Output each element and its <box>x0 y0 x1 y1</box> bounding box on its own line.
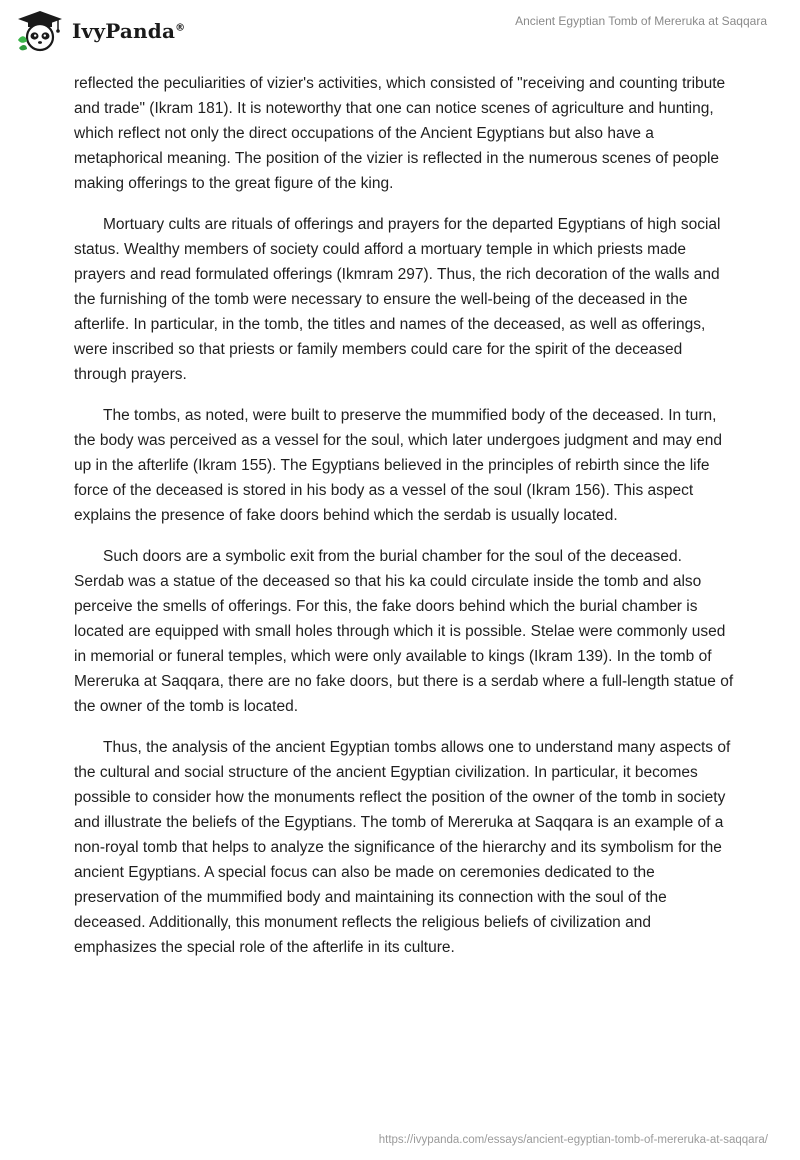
panda-graduate-icon <box>14 10 66 52</box>
brand-name: IvyPanda® <box>72 19 186 43</box>
paragraph: Such doors are a symbolic exit from the burial chamber for the soul of the deceased. Serdab was a statue of the deceased so that his ka could circulate inside the tomb and also perceive the smells of offerings. For this, the fake doors behind which the burial chamber is located are equipped with small holes through which it is possible. Stelae were commonly used in memorial or funeral temples, which were only available to kings (Ikram 139). In the tomb of Mereruka at Saqqara, there are no fake doors, but there is a serdab where a full-length statue of the owner of the tomb is located. <box>74 548 734 715</box>
brand-logo[interactable] <box>14 10 185 52</box>
document-title: Ancient Egyptian Tomb of Mereruka at Saqqara <box>515 14 767 28</box>
source-url-link[interactable]: https://ivypanda.com/essays/ancient-egyptian-tomb-of-mereruka-at-saqqara/ <box>378 1134 768 1146</box>
page-header <box>0 0 800 60</box>
essay-body <box>74 71 734 976</box>
paragraph: reflected the peculiarities of vizier's activities, which consisted of "receiving and counting tribute and trade" (Ikram 181). It is noteworthy that one can notice scenes of agriculture and hunting, which reflect not only the direct occupations of the Ancient Egyptians but also have a metaphorical meaning. The position of the vizier is reflected in the numerous scenes of people making offerings to the great figure of the king. <box>74 75 726 192</box>
paragraph: The tombs, as noted, were built to preserve the mummified body of the deceased. In turn, the body was perceived as a vessel for the soul, which later undergoes judgment and may end up in the afterlife (Ikram 155). The Egyptians believed in the principles of rebirth since the life force of the deceased is stored in his body as a vessel of the soul (Ikram 156). This aspect explains the presence of fake doors behind which the serdab is usually located. <box>74 407 722 524</box>
paragraph: Mortuary cults are rituals of offerings and prayers for the departed Egyptians of high social status. Wealthy members of society could afford a mortuary temple in which priests made prayers and read formulated offerings (Ikmram 297). Thus, the rich decoration of the walls and the furnishing of the tomb were necessary to ensure the well-being of the deceased in the afterlife. In particular, in the tomb, the titles and names of the deceased, as well as offerings, were inscribed so that priests or family members could care for the spirit of the deceased through prayers. <box>74 216 721 383</box>
paragraph: Thus, the analysis of the ancient Egyptian tombs allows one to understand many aspects of the cultural and social structure of the ancient Egyptian civilization. In particular, it becomes possible to consider how the monuments reflect the position of the owner of the tomb in society and illustrate the beliefs of the Egyptians. The tomb of Mereruka at Saqqara is an example of a non-royal tomb that helps to analyze the significance of the hierarchy and its symbolism for the ancient Egyptians. A special focus can also be made on ceremonies dedicated to the preservation of the mummified body and maintaining its connection with the soul of the deceased. Additionally, this monument reflects the religious beliefs of civilization and emphasizes the special role of the afterlife in its culture. <box>74 739 731 956</box>
